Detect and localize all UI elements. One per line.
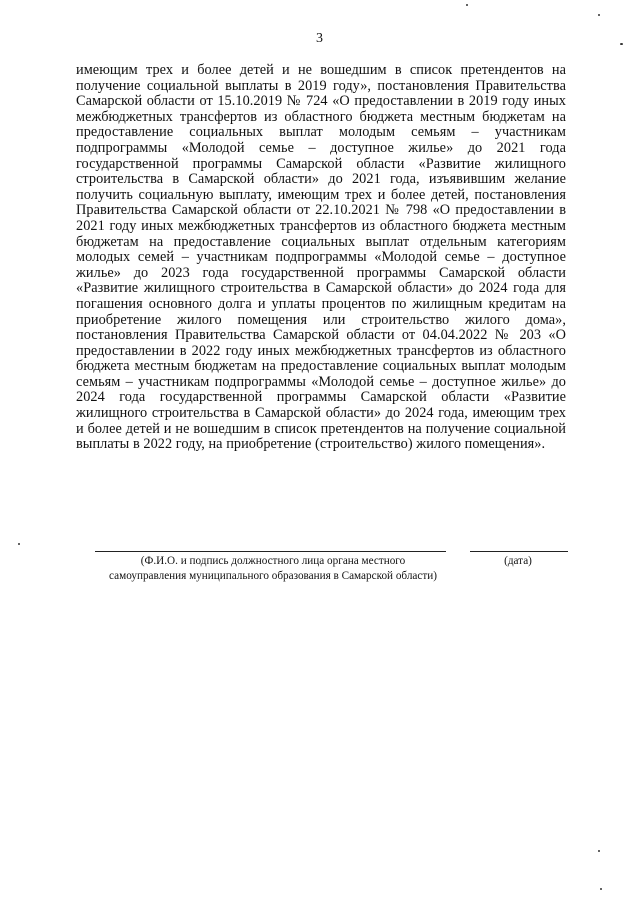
scan-speck	[598, 14, 600, 16]
page-number: 3	[316, 31, 323, 46]
scan-speck	[620, 43, 623, 45]
body-paragraph: имеющим трех и более детей и не вошедшим в список претендентов на получение социальной выплаты в 2019 году», постановления Правительства Самарской области от 15.10.2019 № 724 «О предоставлении в 2019 году иных межбюджетных трансфертов из областного бюджета местным бюджетам на предоставление социальных выплат молодым семьям – участникам подпрограммы «Молодой семье – доступное жилье» до 2021 года государственной программы Самарской области «Развитие жилищного строительства в Самарской области» до 2021 года, изъявившим желание получить социальную выплату, имеющим трех и более детей, постановления Правительства Самарской области от 22.10.2021 № 798 «О предоставлении в 2021 году иных межбюджетных трансфертов из областного бюджета местным бюджетам на предоставление социальных выплат отдельным категориям молодых семей – участникам подпрограммы «Молодой семье – доступное жилье» до 2023 года государственной программы Самарской области «Развитие жилищного строительства в Самарской области» до 2024 года для погашения основного долга и уплаты процентов по жилищным кредитам на приобретение жилого помещения или строительство жилого дома», постановления Правительства Самарской области от 04.04.2022 № 203 «О предоставлении в 2022 году иных межбюджетных трансфертов из областного бюджета местным бюджетам на предоставление социальных выплат молодым семьям – участникам подпрограммы «Молодой семье – доступное жилье» до 2024 года государственной программы Самарской области «Развитие жилищного строительства в Самарской области» до 2024 года, имеющим трех и более детей и не вошедшим в список претендентов на получение социальной выплаты в 2022 году, на приобретение (строительство) жилого помещения».	[76, 62, 566, 453]
signature-line	[95, 551, 446, 552]
scan-speck	[600, 888, 602, 890]
scan-speck	[466, 4, 468, 6]
date-caption: (дата)	[504, 555, 532, 567]
scan-speck	[18, 543, 20, 545]
scan-speck	[598, 850, 600, 852]
signature-caption: (Ф.И.О. и подпись должностного лица органа местного самоуправления муниципального образования в Самарской области)	[109, 555, 437, 582]
date-line	[470, 551, 568, 552]
